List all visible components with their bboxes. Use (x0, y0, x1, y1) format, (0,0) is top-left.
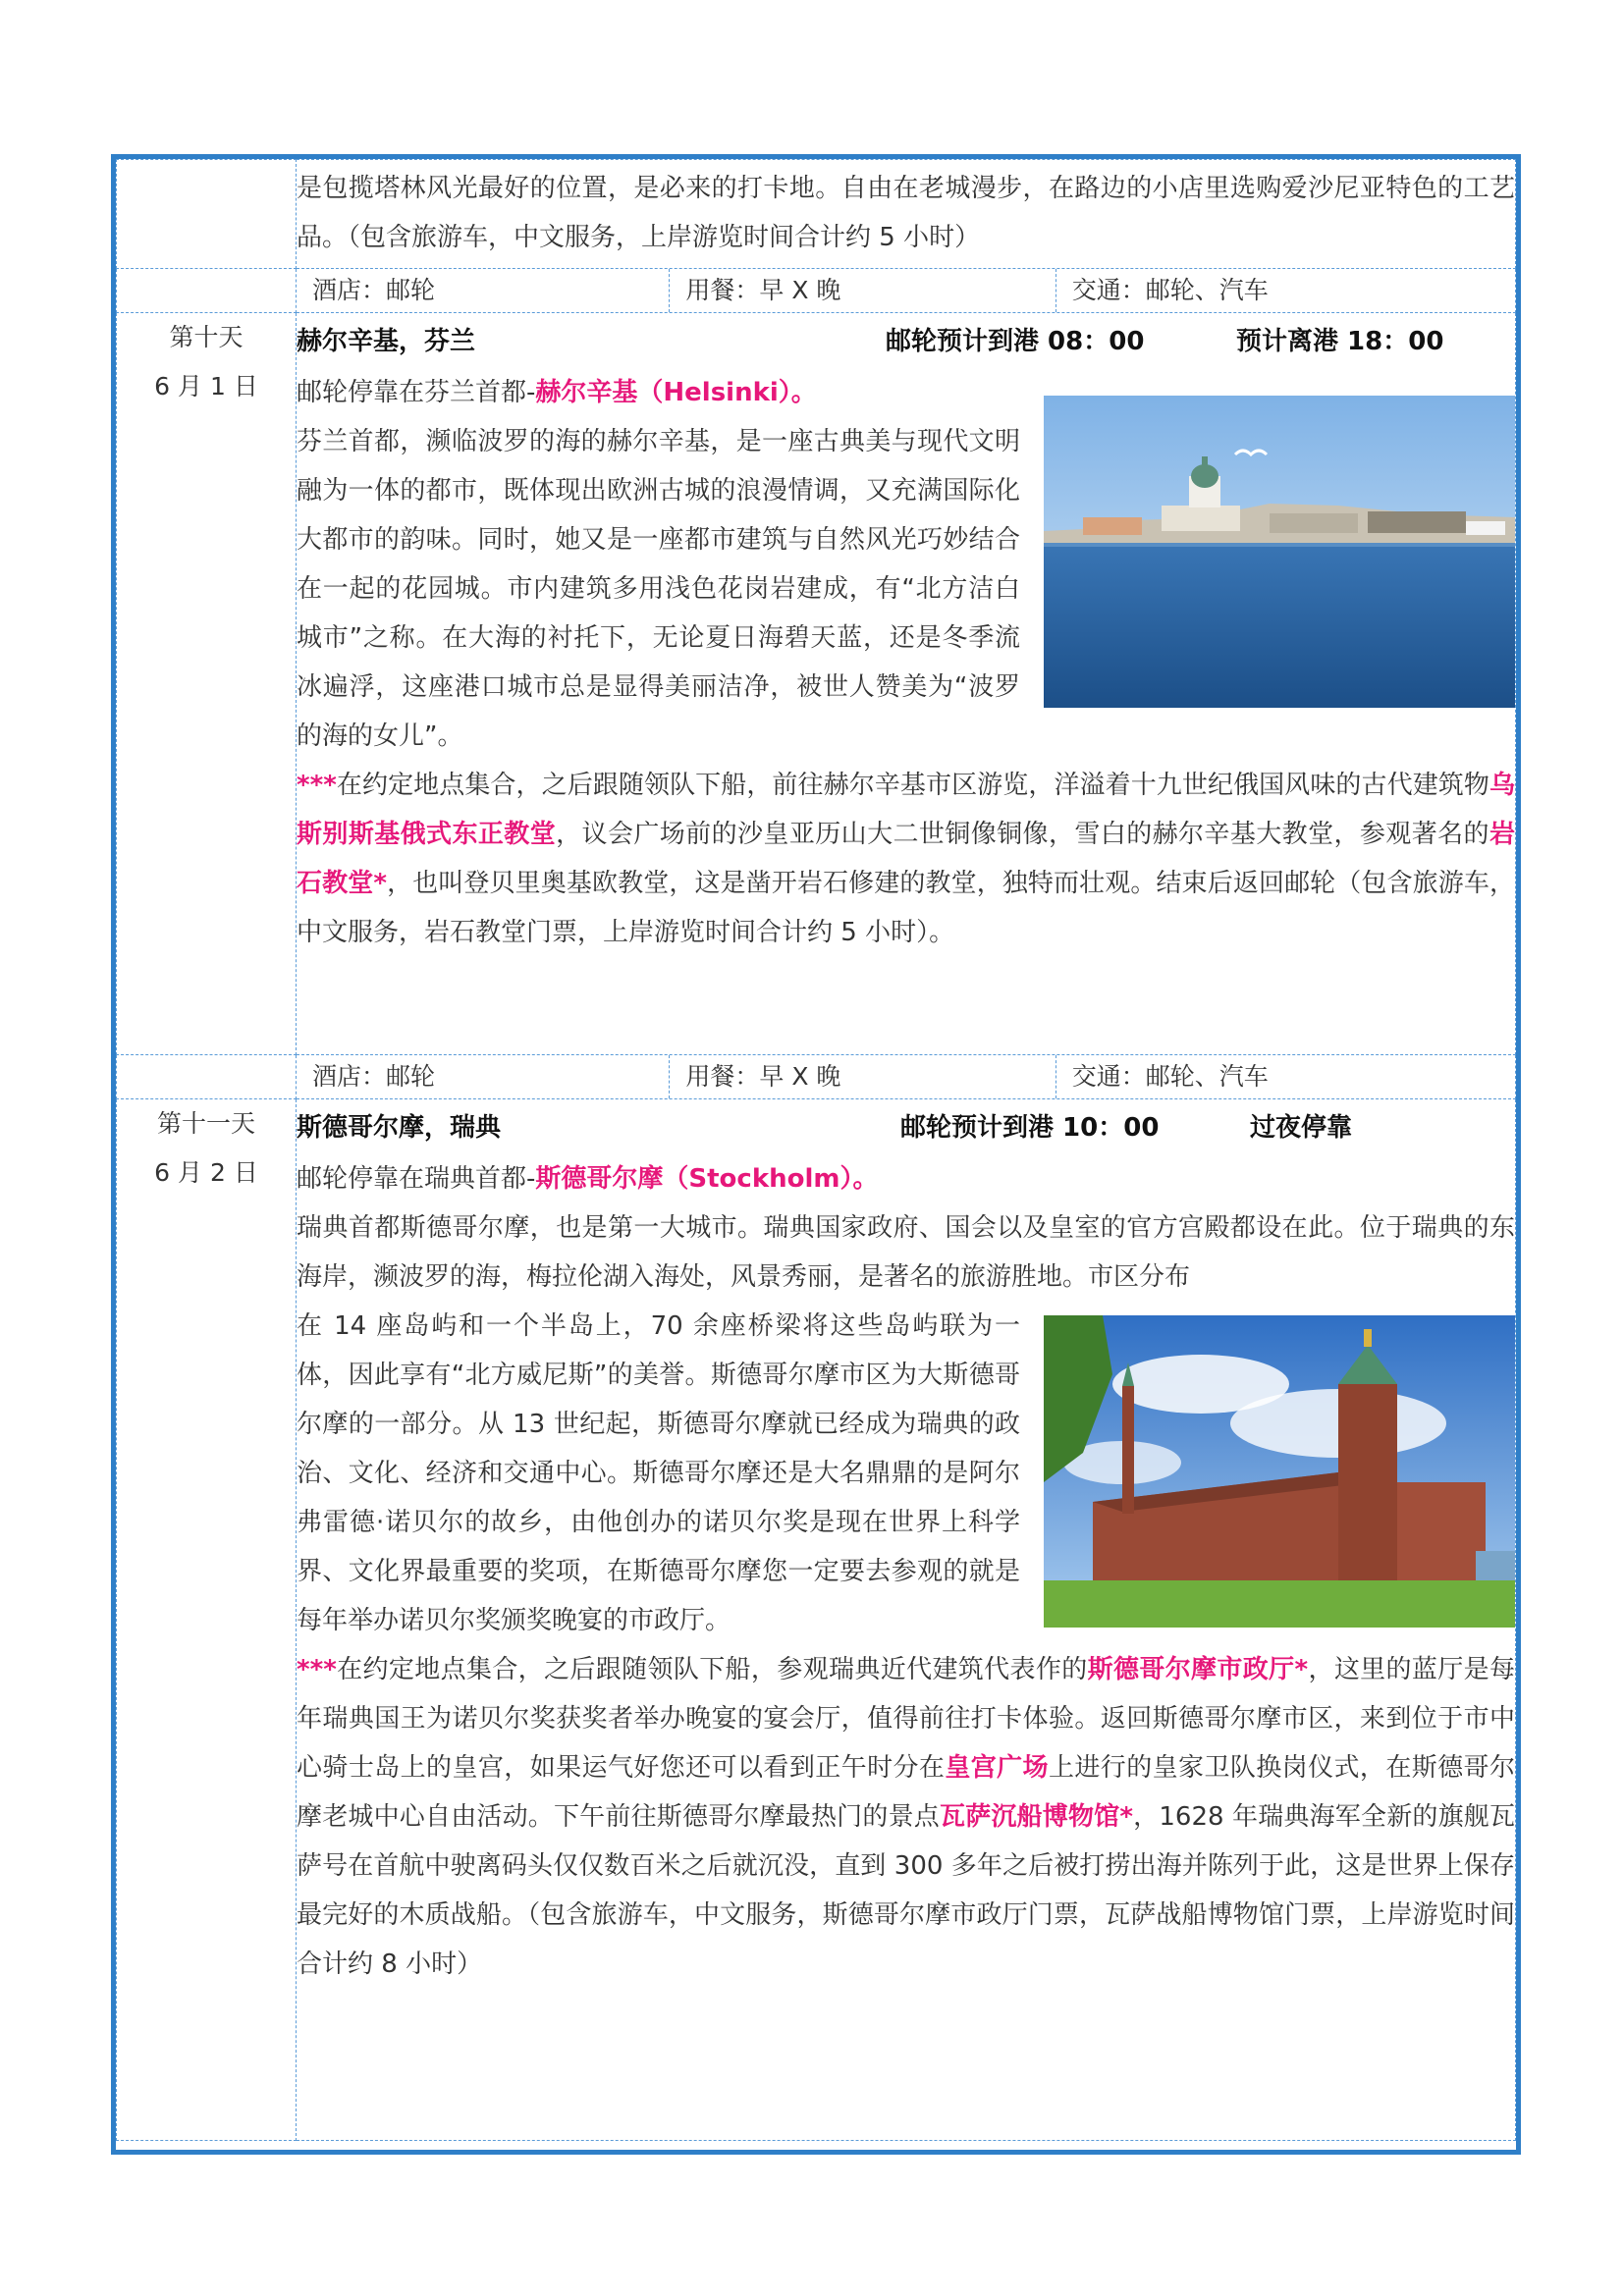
day11-content (297, 1099, 1516, 2141)
day10-highlight-church: 乌斯别斯基俄式东正教堂 (297, 771, 1515, 849)
helsinki-photo (1044, 396, 1515, 708)
meal-info: 用餐：早 X 晚 (670, 269, 1056, 312)
day11-stars: *** (297, 1655, 337, 1684)
day11-header (297, 1101, 1515, 1154)
day11-act-2: ，这里的蓝厅是每年瑞典国王为诺贝尔奖获奖者举办晚宴的宴会厅，值得前往打卡体验。返回斯德哥尔摩市区，来到位于市中心骑士岛上的皇宫，如果运气好您还可以看到正午时分在 (297, 1655, 1515, 1783)
day11-description-wrap: 在 14 座岛屿和一个半岛上，70 余座桥梁将这些岛屿联为一体，因此享有“北方威尼斯”的美誉。斯德哥尔摩市区为大斯德哥尔摩的一部分。从 13 世纪起，斯德哥尔摩就已经成为瑞典的政治、文化、经济和交通中心。斯德哥尔摩还是大名鼎鼎的是阿尔弗雷德·诺贝尔的故乡，由他创办的诺贝尔奖是现在世界上科学界、文化界最重要的奖项，在斯德哥尔摩您一定要去参观的就是每年举办诺贝尔奖颁奖晚宴的市政厅。 (297, 1311, 1020, 1635)
row-info-0 (117, 269, 1516, 313)
day10-act-1: 在约定地点集合，之后跟随领队下船，前往赫尔辛基市区游览，洋溢着十九世纪俄国风味的古代建筑物 (336, 771, 1489, 800)
stockholm-photo (1044, 1315, 1515, 1628)
row-continuation (117, 160, 1516, 269)
day-cell-empty (117, 269, 297, 313)
day11-intro-text: 邮轮停靠在瑞典首都- (297, 1164, 536, 1194)
day11-depart: 过夜停靠 (1250, 1113, 1353, 1143)
day10-city: 赫尔辛基，芬兰 (297, 327, 476, 356)
info-cell (297, 269, 1516, 313)
hotel-info: 酒店：邮轮 (297, 269, 670, 312)
continuation-text-cell (297, 160, 1516, 269)
day11-highlight-vasa-museum: 瓦萨沉船博物馆* (939, 1802, 1133, 1832)
day10-depart: 预计离港 18：00 (1236, 327, 1444, 356)
day11-arrive: 邮轮预计到港 10：00 (900, 1113, 1160, 1143)
day10-act-3: ，也叫登贝里奥基欧教堂，这是凿开岩石修建的教堂，独特而壮观。结束后返回邮轮（包含旅游车，中文服务，岩石教堂门票，上岸游览时间合计约 5 小时）。 (297, 869, 1515, 947)
day11-intro-city: 斯德哥尔摩（Stockholm）。 (535, 1164, 879, 1194)
day11-label-cell (117, 1099, 297, 2141)
row-info-10 (117, 1055, 1516, 1099)
info-cell (297, 1055, 1516, 1099)
day11-date: 6 月 2 日 (154, 1158, 258, 1187)
day10-stars: *** (297, 771, 337, 800)
day11-act-1: 在约定地点集合，之后跟随领队下船，参观瑞典近代建筑代表作的 (336, 1655, 1088, 1684)
day10-intro-text: 邮轮停靠在芬兰首都- (297, 378, 536, 407)
day11-act-4: ，1628 年瑞典海军全新的旗舰瓦萨号在首航中驶离码头仅仅数百米之后就沉没，直到 300 多年之后被打捞出海并陈列于此，这是世界上保存最完好的木质战船。（包含旅游车，中文服务，斯德哥尔摩市政厅门票，瓦萨战船博物馆门票，上岸游览时间合计约 8 小时） (297, 1802, 1515, 1979)
day10-arrive: 邮轮预计到港 08：00 (886, 327, 1145, 356)
day11-city: 斯德哥尔摩，瑞典 (297, 1113, 502, 1143)
day11-highlight-city-hall: 斯德哥尔摩市政厅* (1087, 1655, 1309, 1684)
meal-info: 用餐：早 X 晚 (670, 1055, 1056, 1098)
day10-label-cell (117, 313, 297, 1055)
day10-activities (297, 761, 1515, 957)
day10-act-2: ，议会广场前的沙皇亚历山大二世铜像铜像，雪白的赫尔辛基大教堂，参观著名的 (556, 820, 1489, 849)
day10-header (297, 315, 1515, 368)
day10-description: 芬兰首都，濒临波罗的海的赫尔辛基，是一座古典美与现代文明融为一体的都市，既体现出欧洲古城的浪漫情调，又充满国际化大都市的韵味。同时，她又是一座都市建筑与自然风光巧妙结合在一起的花园城。市内建筑多用浅色花岗岩建成，有“北方洁白城市”之称。在大海的衬托下，无论夏日海碧天蓝，还是冬季流冰遍浮，这座港口城市总是显得美丽洁净，被世人赞美为“波罗的海的女儿”。 (297, 427, 1020, 751)
day10-content (297, 313, 1516, 1055)
day11-highlight-palace-square: 皇宫广场 (945, 1753, 1049, 1783)
day10-intro-city: 赫尔辛基（Helsinki）。 (535, 378, 817, 407)
continuation-text: 是包揽塔林风光最好的位置，是必来的打卡地。自由在老城漫步，在路边的小店里选购爱沙尼亚特色的工艺品。（包含旅游车，中文服务，上岸游览时间合计约 5 小时） (297, 174, 1515, 252)
row-day10 (117, 313, 1516, 1055)
day-cell-empty (117, 160, 297, 269)
day10-date: 6 月 1 日 (154, 372, 258, 400)
transport-info: 交通：邮轮、汽车 (1071, 1062, 1269, 1091)
day11-intro (297, 1154, 1515, 1203)
day-cell-empty (117, 1055, 297, 1099)
day10-highlight-rock-church: 岩石教堂* (297, 820, 1515, 898)
day10-day: 第十天 (169, 323, 244, 351)
hotel-info: 酒店：邮轮 (297, 1055, 670, 1098)
day11-act-3: 上进行的皇家卫队换岗仪式，在斯德哥尔摩老城中心自由活动。下午前往斯德哥尔摩最热门的景点 (297, 1753, 1515, 1832)
transport-info: 交通：邮轮、汽车 (1071, 276, 1269, 304)
day11-activities (297, 1645, 1515, 1989)
day11-day: 第十一天 (156, 1109, 255, 1138)
row-day11 (117, 1099, 1516, 2141)
day11-description-top: 瑞典首都斯德哥尔摩，也是第一大城市。瑞典国家政府、国会以及皇室的官方宫殿都设在此。位于瑞典的东海岸，濒波罗的海，梅拉伦湖入海处，风景秀丽，是著名的旅游胜地。市区分布 (297, 1213, 1515, 1292)
itinerary-table (116, 159, 1516, 2141)
